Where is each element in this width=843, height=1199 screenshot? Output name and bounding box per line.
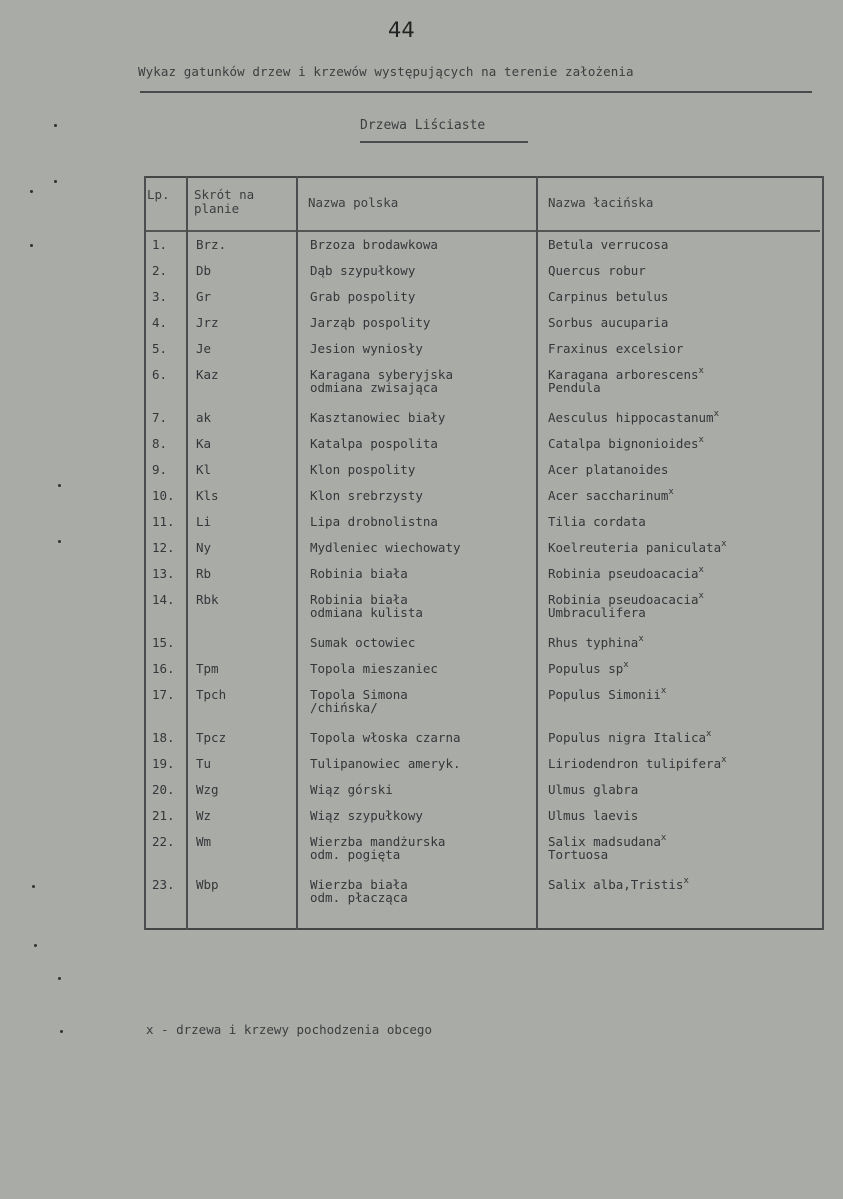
foreign-origin-marker: x [683,876,689,886]
row-polish-name: Karagana syberyjska [310,367,453,382]
section-underline [360,141,528,143]
row-latin-name: Ulmus glabra [548,782,639,797]
row-latin-name: Salix alba,Tristis$^x$ [548,876,689,892]
row-latin-name: Pendula [548,380,601,395]
scan-speck [54,124,57,127]
row-abbr: Brz. [196,237,227,252]
row-latin-name: Acer saccharinum$^x$ [548,487,674,503]
row-abbr: Rb [196,566,212,581]
row-polish-name: Robinia biała [310,592,408,607]
row-abbr: Kls [196,488,219,503]
title-underline [140,91,812,93]
row-latin-name: Robinia pseudoacacia$^x$ [548,591,704,607]
row-abbr: Tpch [196,687,227,702]
scan-speck [30,190,33,193]
row-abbr: Li [196,514,212,529]
row-latin-name: Betula verrucosa [548,237,669,252]
row-latin-name: Catalpa bignonioides$^x$ [548,435,704,451]
row-abbr: Tu [196,756,212,771]
row-lp: 10. [152,488,175,503]
row-lp: 4. [152,315,168,330]
row-lp: 20. [152,782,175,797]
row-polish-name: Wierzba mandżurska [310,834,446,849]
table-left-border [144,176,146,930]
document-title: Wykaz gatunków drzew i krzewów występujących na terenie założenia [138,64,634,79]
row-polish-name: Topola mieszaniec [310,661,438,676]
header-lp: Lp. [147,187,170,202]
row-latin-name: Koelreuteria paniculata$^x$ [548,539,727,555]
row-polish-name: odm. pogięta [310,847,401,862]
foreign-origin-marker: x [698,565,704,575]
row-polish-name: Robinia biała [310,566,408,581]
row-lp: 7. [152,410,168,425]
table-bottom-border [144,928,824,930]
row-lp: 14. [152,592,175,607]
row-lp: 16. [152,661,175,676]
row-abbr: Gr [196,289,212,304]
header-polish: Nazwa polska [308,195,399,210]
row-polish-name: Mydleniec wiechowaty [310,540,461,555]
row-polish-name: Katalpa pospolita [310,436,438,451]
row-latin-name: Carpinus betulus [548,289,669,304]
row-latin-name: Tilia cordata [548,514,646,529]
row-latin-name: Robinia pseudoacacia$^x$ [548,565,704,581]
row-latin-name: Quercus robur [548,263,646,278]
row-abbr: ak [196,410,212,425]
row-abbr: Kl [196,462,212,477]
row-polish-name: Lipa drobnolistna [310,514,438,529]
row-lp: 22. [152,834,175,849]
column-divider-polish [536,176,538,930]
row-latin-name: Umbraculifera [548,605,646,620]
row-lp: 17. [152,687,175,702]
row-latin-name: Populus nigra Italica$^x$ [548,729,712,745]
row-lp: 12. [152,540,175,555]
row-polish-name: Wiąz szypułkowy [310,808,423,823]
row-lp: 5. [152,341,168,356]
row-latin-name: Ulmus laevis [548,808,639,823]
row-polish-name: Topola Simona [310,687,408,702]
foreign-origin-marker: x [638,634,644,644]
section-title: Drzewa Liściaste [360,118,486,133]
row-polish-name: Tulipanowiec ameryk. [310,756,461,771]
row-polish-name: Kasztanowiec biały [310,410,446,425]
table-top-border [144,176,824,178]
row-abbr: Kaz [196,367,219,382]
row-lp: 1. [152,237,168,252]
page-number: 44 [388,18,415,42]
row-polish-name: odmiana kulista [310,605,423,620]
row-abbr: Tpcz [196,730,227,745]
table-header-rule [144,230,820,232]
row-polish-name: Klon srebrzysty [310,488,423,503]
row-polish-name: Jarząb pospolity [310,315,431,330]
row-lp: 19. [152,756,175,771]
row-lp: 9. [152,462,168,477]
row-polish-name: Grab pospolity [310,289,416,304]
foreign-origin-marker: x [721,755,727,765]
row-abbr: Wzg [196,782,219,797]
row-lp: 6. [152,367,168,382]
row-polish-name: Wiąz górski [310,782,393,797]
foreign-origin-marker: x [698,591,704,601]
row-polish-name: odm. płacząca [310,890,408,905]
header-latin: Nazwa łacińska [548,195,654,210]
species-table [144,176,824,930]
row-polish-name: Brzoza brodawkowa [310,237,438,252]
row-abbr: Ny [196,540,212,555]
row-latin-name: Rhus typhina$^x$ [548,634,644,650]
scan-speck [30,244,33,247]
row-latin-name: Liriodendron tulipifera$^x$ [548,755,727,771]
row-latin-name: Salix madsudana$^x$ [548,833,667,849]
row-abbr: Wbp [196,877,219,892]
row-abbr: Jrz [196,315,219,330]
foreign-origin-marker: x [698,435,704,445]
row-polish-name: Klon pospolity [310,462,416,477]
foreign-origin-marker: x [668,487,674,497]
row-lp: 23. [152,877,175,892]
scan-speck [34,944,37,947]
scan-speck [32,885,35,888]
row-latin-name: Acer platanoides [548,462,669,477]
row-abbr: Ka [196,436,212,451]
row-latin-name: Tortuosa [548,847,609,862]
row-latin-name: Populus $sp^x$ [548,660,629,676]
row-polish-name: Wierzba biała [310,877,408,892]
column-divider-abbr [296,176,298,930]
row-latin-name: Sorbus aucuparia [548,315,669,330]
row-abbr: Rbk [196,592,219,607]
foreign-origin-marker: x [706,729,712,739]
row-abbr: Wz [196,808,212,823]
row-lp: 3. [152,289,168,304]
scan-speck [58,540,61,543]
row-polish-name: Dąb szypułkowy [310,263,416,278]
row-polish-name: Jesion wyniosły [310,341,423,356]
row-lp: 13. [152,566,175,581]
row-polish-name: Sumak octowiec [310,635,416,650]
header-abbr: Skrót na planie [194,187,255,216]
row-polish-name: odmiana zwisająca [310,380,438,395]
foreign-origin-marker: x [698,366,704,376]
scan-speck [54,180,57,183]
scan-speck [58,484,61,487]
row-lp: 21. [152,808,175,823]
row-abbr: Db [196,263,212,278]
row-abbr: Tpm [196,661,219,676]
row-latin-name: Karagana arborescens$^x$ [548,366,704,382]
row-lp: 2. [152,263,168,278]
row-polish-name: Topola włoska czarna [310,730,461,745]
foreign-origin-marker: x [713,409,719,419]
row-latin-name: Aesculus hippocastanum$^x$ [548,409,719,425]
row-lp: 15. [152,635,175,650]
footnote: x - drzewa i krzewy pochodzenia obcego [146,1022,432,1037]
row-polish-name: /chińska/ [310,700,378,715]
scan-speck [58,977,61,980]
row-abbr: Je [196,341,212,356]
row-latin-name: Fraxinus excelsior [548,341,684,356]
scan-speck [60,1030,63,1033]
row-lp: 11. [152,514,175,529]
row-lp: 18. [152,730,175,745]
foreign-origin-marker: x [660,833,667,843]
foreign-origin-marker: x [660,686,667,696]
table-right-border [822,176,824,930]
column-divider-lp [186,176,188,930]
row-latin-name: Populus Simonii$^x$ [548,686,667,702]
foreign-origin-marker: x [623,660,629,670]
row-lp: 8. [152,436,168,451]
row-abbr: Wm [196,834,212,849]
foreign-origin-marker: x [721,539,727,549]
